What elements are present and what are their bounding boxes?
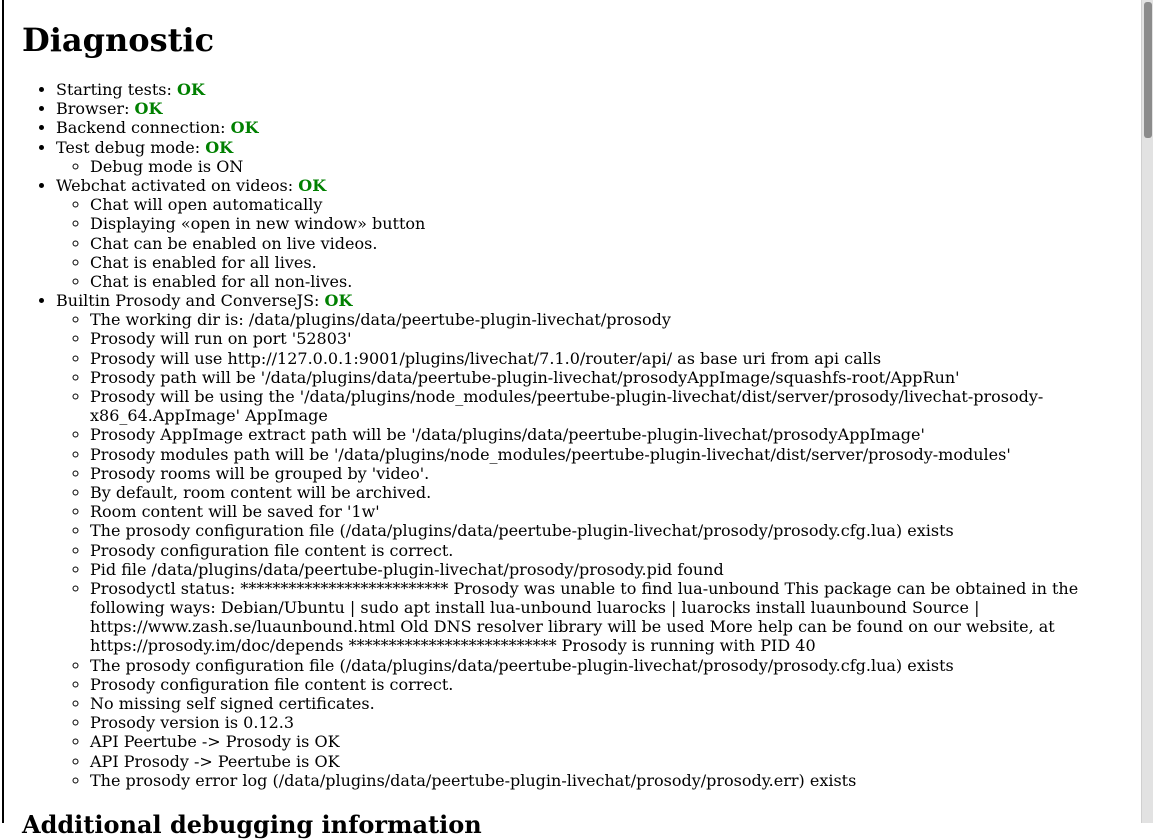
diagnostic-subitem: ◦ No missing self signed certificates. — [90, 694, 1139, 713]
status-badge: OK — [205, 137, 234, 157]
diagnostic-item-label: Backend connection: — [56, 118, 226, 138]
diagnostic-item-label: Builtin Prosody and ConverseJS: — [56, 291, 320, 311]
diagnostic-subitem: ◦ Debug mode is ON — [90, 157, 1139, 176]
diagnostic-subitem: ◦ Prosody configuration file content is correct. — [90, 541, 1139, 560]
diagnostic-subitem: ◦ Pid file /data/plugins/data/peertube-plugin-livechat/prosody/prosody.pid found — [90, 560, 1139, 579]
diagnostic-subitem: ◦ Prosody AppImage extract path will be '/data/plugins/data/peertube-plugin-livechat/prosodyAppImage' — [90, 425, 1139, 444]
diagnostic-panel — [2, 0, 1139, 839]
diagnostic-subitem: ◦ Room content will be saved for '1w' — [90, 502, 1139, 521]
additional-debug-heading: Additional debugging information — [22, 809, 482, 839]
status-badge: OK — [298, 175, 327, 195]
diagnostic-item-label: Starting tests: — [56, 80, 172, 99]
diagnostic-subitem: ◦ Chat can be enabled on live videos. — [90, 234, 1139, 253]
diagnostic-subitem: ◦ Chat is enabled for all lives. — [90, 253, 1139, 272]
diagnostic-subitem: ◦ The prosody error log (/data/plugins/data/peertube-plugin-livechat/prosody/prosody.err) exists — [90, 771, 1139, 790]
status-badge: OK — [177, 80, 205, 99]
diagnostic-item-label: Test debug mode: — [56, 137, 201, 157]
diagnostic-subitem: ◦ Prosody version is 0.12.3 — [90, 713, 1139, 732]
diagnostic-item — [56, 118, 1139, 137]
diagnostic-subitem: ◦ The prosody configuration file (/data/plugins/data/peertube-plugin-livechat/prosody/prosody.cfg.lua) exists — [90, 521, 1139, 540]
scrollbar-thumb[interactable] — [1144, 2, 1152, 138]
diagnostic-subitem: ◦ Chat is enabled for all non-lives. — [90, 272, 1139, 291]
diagnostic-subitem: ◦ API Peertube -> Prosody is OK — [90, 732, 1139, 751]
diagnostic-subitem: ◦ Prosody configuration file content is correct. — [90, 675, 1139, 694]
diagnostic-subitem: ◦ Prosody path will be '/data/plugins/data/peertube-plugin-livechat/prosodyAppImage/squashfs-root/AppRun' — [90, 368, 1139, 387]
diagnostic-subitem: ◦ API Prosody -> Peertube is OK — [90, 752, 1139, 771]
diagnostic-subitem: ◦ The prosody configuration file (/data/plugins/data/peertube-plugin-livechat/prosody/prosody.cfg.lua) exists — [90, 656, 1139, 675]
diagnostic-subitem: ◦ The working dir is: /data/plugins/data/peertube-plugin-livechat/prosody — [90, 310, 1139, 329]
status-badge: OK — [230, 118, 259, 138]
diagnostic-subitem: ◦ Prosody will run on port '52803' — [90, 329, 1139, 348]
diagnostic-item — [56, 138, 1139, 176]
diagnostic-item — [56, 99, 1139, 118]
diagnostic-subitem: ◦ Prosody rooms will be grouped by 'video'. — [90, 464, 1139, 483]
diagnostic-subitem: ◦ Chat will open automatically — [90, 195, 1139, 214]
diagnostic-subitem: ◦ Prosody modules path will be '/data/plugins/node_modules/peertube-plugin-livechat/dist/server/prosody-modules' — [90, 445, 1139, 464]
diagnostic-sublist — [56, 157, 1139, 176]
diagnostic-subitem: ◦ Prosody will use http://127.0.0.1:9001/plugins/livechat/7.1.0/router/api/ as base uri from api calls — [90, 349, 1139, 368]
diagnostic-item-label: Webchat activated on videos: — [56, 175, 294, 195]
diagnostic-item — [56, 80, 1139, 99]
diagnostic-subitem: ◦ Prosodyctl status: ************************** Prosody was unable to find lua-unbound This package can be obtained in the following ways: Debian/Ubuntu | sudo apt install lua-unbound luarocks | luarocks install luaunbound Source | https://www.zash.se/luaunbound.html Old DNS resolver library will be used More help can be found on our website, at https://prosody.im/doc/depends ************************** Prosody is running with PID 40 — [90, 579, 1139, 656]
diagnostic-sublist — [56, 310, 1139, 790]
status-badge: OK — [134, 99, 163, 119]
diagnostic-item — [56, 291, 1139, 790]
diagnostic-subitem: ◦ Displaying «open in new window» button — [90, 214, 1139, 233]
diagnostic-subitem: ◦ Prosody will be using the '/data/plugins/node_modules/peertube-plugin-livechat/dist/server/prosody/livechat-prosody-x86_64.AppImage' AppImage — [90, 387, 1139, 425]
diagnostic-sublist — [56, 195, 1139, 291]
diagnostic-item-label: Browser: — [56, 99, 130, 119]
diagnostic-list — [22, 80, 1139, 790]
diagnostic-item — [56, 176, 1139, 291]
vertical-scrollbar[interactable] — [1141, 0, 1153, 823]
status-badge: OK — [324, 291, 353, 311]
page-title: Diagnostic — [22, 21, 215, 59]
diagnostic-subitem: ◦ By default, room content will be archived. — [90, 483, 1139, 502]
